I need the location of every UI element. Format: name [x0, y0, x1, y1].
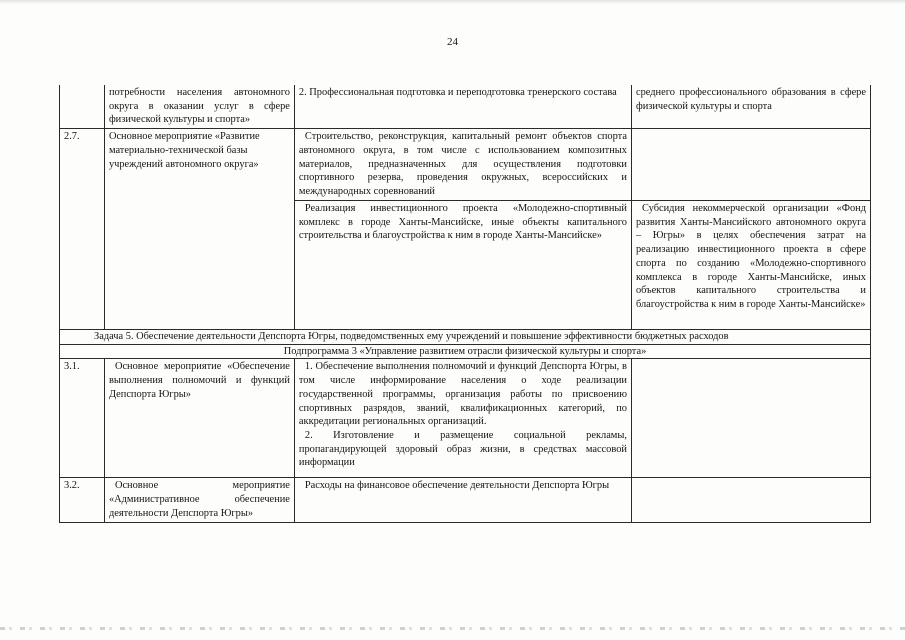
cell-measure-content: Реализация инвестиционного проекта «Молодежно-спортивный комплекс в городе Ханты-Мансийске, иные объекты капитального строительства и благоустройства к ним в городе Ханты-Мансийске»: [294, 200, 631, 329]
table-row-task-5: [60, 329, 871, 344]
cell-number: [60, 85, 105, 129]
cell-measure-name: Основное мероприятие «Развитие материально-технической базы учреждений автономного округа»: [104, 129, 294, 330]
scan-bottom-edge: [0, 627, 905, 630]
subprogram-heading: Подпрограмма 3 «Управление развитием отрасли физической культуры и спорта»: [60, 344, 871, 359]
page-number: 24: [447, 36, 458, 48]
cell-measure-note: среднего профессионального образования в сфере физической культуры и спорта: [631, 85, 870, 129]
cell-measure-note: [631, 478, 870, 522]
cell-measure-note: Субсидия некоммерческой организации «Фонд развития Ханты-Мансийского автономного округа – Югры» в целях обеспечения затрат на реализацию инвестиционного проекта в сфере спорта по созданию «Молодежно-спортивного комплекса в городе Ханты-Мансийске, иных объектов капитального строительства и благоустройства к ним в городе Ханты-Мансийске»: [631, 200, 870, 329]
cell-measure-name: потребности населения автономного округа в оказании услуг в сфере физической культуры и спорта»: [104, 85, 294, 129]
cell-measure-note: [631, 359, 870, 478]
cell-number: 3.2.: [60, 478, 105, 522]
cell-measure-content: Расходы на финансовое обеспечение деятельности Депспорта Югры: [294, 478, 631, 522]
table-row-3-2: [60, 478, 871, 522]
cell-measure-content: Строительство, реконструкция, капитальный ремонт объектов спорта автономного округа, в том числе с использованием композитных материалов, предназначенных для осуществления подготовки спортивного резерва, проведения окружных, всероссийских и международных соревнований: [294, 129, 631, 201]
table-row-2-7: [60, 129, 871, 201]
cell-measure-name: Основное мероприятие «Обеспечение выполнения полномочий и функций Депспорта Югры»: [104, 359, 294, 478]
measure-paragraph-2: 2. Изготовление и размещение социальной рекламы, пропагандирующей здоровый образ жизни, в средствах массовой информации: [298, 430, 627, 469]
cell-measure-name: Основное мероприятие «Административное обеспечение деятельности Депспорта Югры»: [104, 478, 294, 522]
cell-number: 3.1.: [60, 359, 105, 478]
task-heading: [60, 329, 871, 344]
task-heading-text: Задача 5. Обеспечение деятельности Депспорта Югры, подведомственных ему учреждений и повышение эффективности бюджетных расходов: [94, 330, 729, 342]
program-measures-table: [59, 85, 871, 523]
measure-paragraph-1: 1. Обеспечение выполнения полномочий и функций Депспорта Югры, в том числе информирование населения о ходе реализации государственной программы, организация работы по присвоению спортивных разрядов, званий, квалификационных категорий, по аккредитации региональных организаций.: [298, 361, 627, 428]
cell-number: 2.7.: [60, 129, 105, 330]
table-row-subprogram-3: [60, 344, 871, 359]
cell-measure-note: [631, 129, 870, 201]
cell-measure-content: 2. Профессиональная подготовка и переподготовка тренерского состава: [294, 85, 631, 129]
scan-top-edge: [0, 0, 905, 4]
cell-measure-content: [294, 359, 631, 478]
table-row-3-1: [60, 359, 871, 478]
table-row-continuation: [60, 85, 871, 129]
